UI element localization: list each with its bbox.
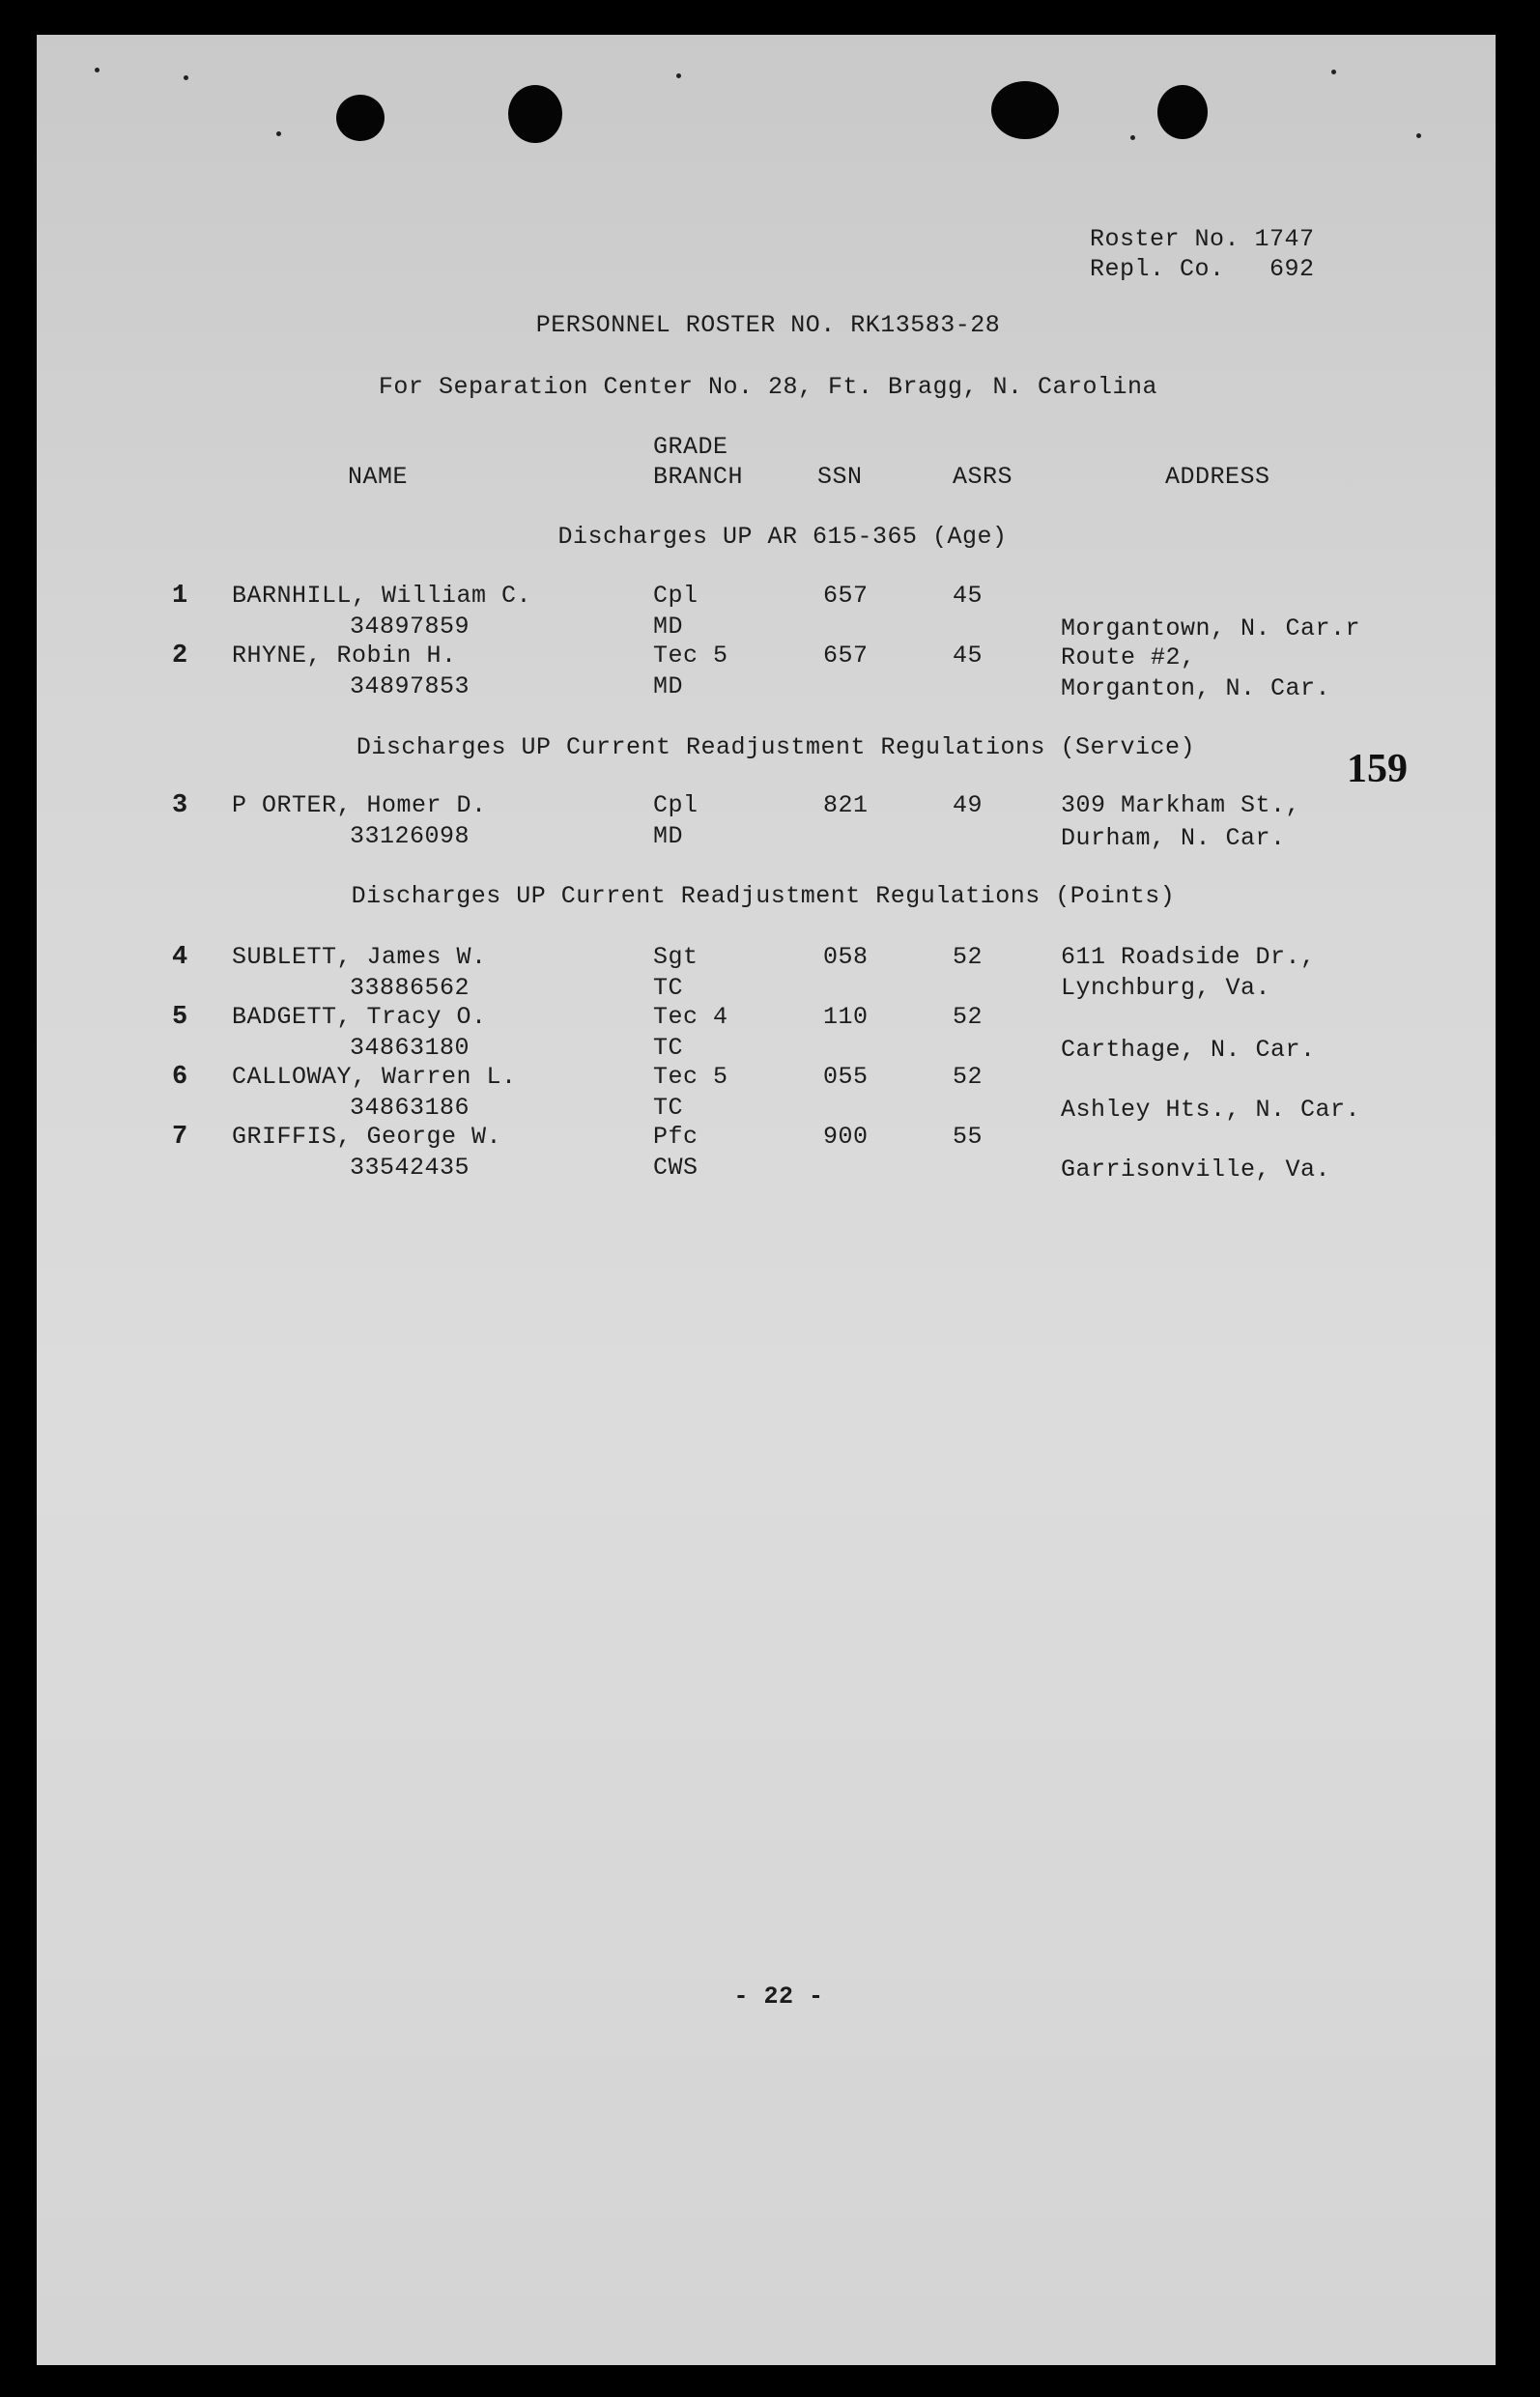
roster-title: PERSONNEL ROSTER NO. RK13583-28 bbox=[535, 311, 1001, 339]
row-serial: 34863186 bbox=[350, 1094, 471, 1122]
punch-hole-3 bbox=[991, 81, 1059, 139]
row-address: Garrisonville, Va. bbox=[1061, 1156, 1331, 1184]
speck bbox=[184, 75, 188, 80]
col-grade: GRADE bbox=[653, 433, 728, 461]
row-name: SUBLETT, James W. bbox=[232, 943, 487, 971]
row-asrs: 52 bbox=[953, 1063, 984, 1091]
row-ssn: 110 bbox=[823, 1003, 869, 1031]
row-address: 611 Roadside Dr., bbox=[1061, 943, 1316, 971]
row-number: 6 bbox=[172, 1063, 188, 1092]
row-grade: Tec 4 bbox=[653, 1003, 728, 1031]
row-serial: 34863180 bbox=[350, 1034, 471, 1062]
page-footer-number: - 22 - bbox=[733, 1983, 824, 2011]
row-name: RHYNE, Robin H. bbox=[232, 642, 457, 670]
row-branch: CWS bbox=[653, 1154, 699, 1182]
row-asrs: 52 bbox=[953, 1003, 984, 1031]
row-ssn: 821 bbox=[823, 791, 869, 819]
row-asrs: 52 bbox=[953, 943, 984, 971]
row-name: GRIFFIS, George W. bbox=[232, 1123, 502, 1151]
speck bbox=[1416, 133, 1421, 138]
row-grade: Tec 5 bbox=[653, 642, 728, 670]
document-page bbox=[37, 35, 1496, 2365]
row-address: Morganton, N. Car. bbox=[1061, 674, 1331, 702]
section-heading-age: Discharges UP AR 615-365 (Age) bbox=[557, 523, 1008, 551]
col-asrs: ASRS bbox=[953, 463, 1013, 491]
col-address: ADDRESS bbox=[1165, 463, 1270, 491]
row-branch: TC bbox=[653, 1094, 684, 1122]
row-grade: Sgt bbox=[653, 943, 699, 971]
row-address: Lynchburg, Va. bbox=[1061, 974, 1271, 1002]
punch-hole-2 bbox=[508, 85, 562, 143]
punch-hole-4 bbox=[1157, 85, 1208, 139]
row-branch: MD bbox=[653, 672, 684, 700]
row-branch: MD bbox=[653, 822, 684, 850]
row-asrs: 45 bbox=[953, 582, 984, 610]
replacement-company: Repl. Co. 692 bbox=[1090, 255, 1315, 283]
row-serial: 34897853 bbox=[350, 672, 471, 700]
row-name: BARNHILL, William C. bbox=[232, 582, 532, 610]
row-address: Ashley Hts., N. Car. bbox=[1061, 1096, 1361, 1124]
col-branch: BRANCH bbox=[653, 463, 744, 491]
row-address: 309 Markham St., bbox=[1061, 791, 1301, 819]
row-address: Durham, N. Car. bbox=[1061, 824, 1286, 852]
row-ssn: 900 bbox=[823, 1123, 869, 1151]
punch-hole-1 bbox=[336, 95, 385, 141]
row-number: 2 bbox=[172, 642, 188, 671]
row-asrs: 49 bbox=[953, 791, 984, 819]
row-branch: MD bbox=[653, 613, 684, 641]
row-grade: Cpl bbox=[653, 582, 699, 610]
section-heading-service: Discharges UP Current Readjustment Regulations (Service) bbox=[356, 733, 1196, 761]
row-ssn: 055 bbox=[823, 1063, 869, 1091]
section-heading-points: Discharges UP Current Readjustment Regulations (Points) bbox=[351, 882, 1176, 910]
speck bbox=[276, 131, 281, 136]
row-branch: TC bbox=[653, 1034, 684, 1062]
row-number: 3 bbox=[172, 791, 188, 820]
speck bbox=[676, 73, 681, 78]
speck bbox=[95, 68, 100, 72]
row-asrs: 45 bbox=[953, 642, 984, 670]
row-ssn: 657 bbox=[823, 582, 869, 610]
row-ssn: 058 bbox=[823, 943, 869, 971]
row-number: 4 bbox=[172, 943, 188, 972]
row-name: P ORTER, Homer D. bbox=[232, 791, 487, 819]
col-name: NAME bbox=[348, 463, 409, 491]
row-number: 1 bbox=[172, 582, 188, 611]
row-grade: Pfc bbox=[653, 1123, 699, 1151]
row-number: 7 bbox=[172, 1123, 188, 1152]
row-serial: 33542435 bbox=[350, 1154, 471, 1182]
row-address: Route #2, bbox=[1061, 643, 1196, 671]
row-serial: 33886562 bbox=[350, 974, 471, 1002]
roster-subtitle: For Separation Center No. 28, Ft. Bragg, N. Carolina bbox=[378, 373, 1158, 401]
stamped-page-number: 159 bbox=[1347, 747, 1408, 791]
row-serial: 33126098 bbox=[350, 822, 471, 850]
row-address: Carthage, N. Car. bbox=[1061, 1036, 1316, 1064]
row-name: BADGETT, Tracy O. bbox=[232, 1003, 487, 1031]
row-branch: TC bbox=[653, 974, 684, 1002]
col-ssn: SSN bbox=[817, 463, 863, 491]
row-address: Morgantown, N. Car.r bbox=[1061, 614, 1361, 642]
row-grade: Cpl bbox=[653, 791, 699, 819]
row-asrs: 55 bbox=[953, 1123, 984, 1151]
row-serial: 34897859 bbox=[350, 613, 471, 641]
speck bbox=[1130, 135, 1135, 140]
row-ssn: 657 bbox=[823, 642, 869, 670]
speck bbox=[1331, 70, 1336, 74]
row-number: 5 bbox=[172, 1003, 188, 1032]
row-grade: Tec 5 bbox=[653, 1063, 728, 1091]
roster-number: Roster No. 1747 bbox=[1090, 225, 1315, 253]
row-name: CALLOWAY, Warren L. bbox=[232, 1063, 517, 1091]
